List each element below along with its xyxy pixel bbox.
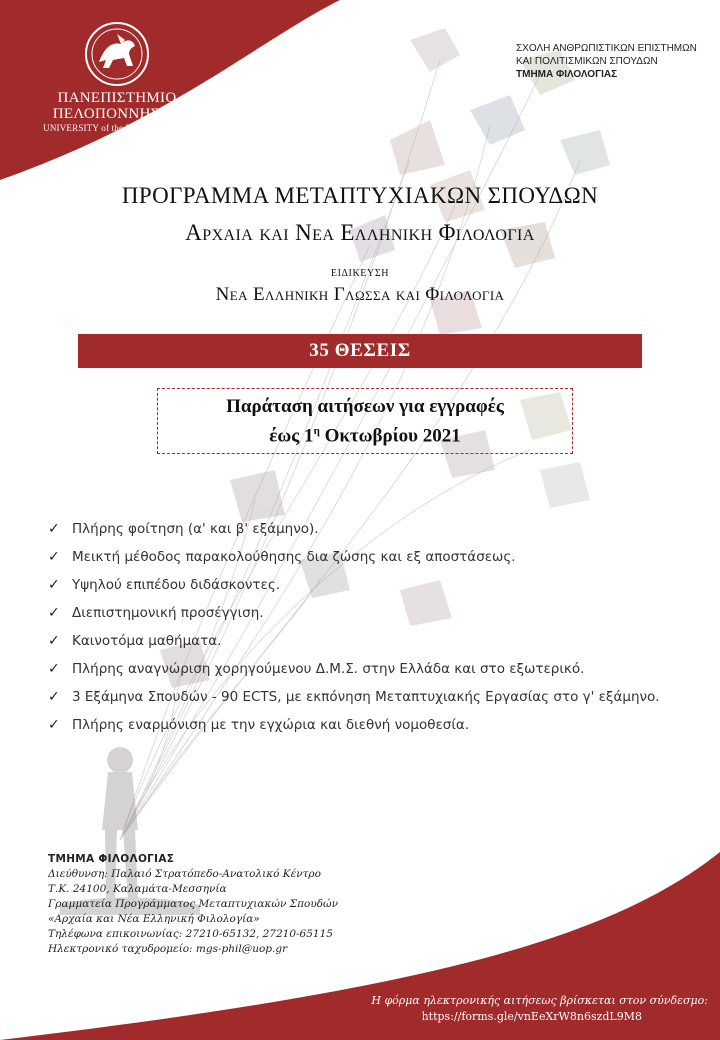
feature-text: Μεικτή μέθοδος παρακολούθησης δια ζώσης και εξ αποστάσεως. [72,549,516,565]
extension-date-superscript: η [313,425,320,437]
extension-line1: Παράταση αιτήσεων για εγγραφές [226,396,504,417]
specialization-label: ΕΙΔΙΚΕΥΣΗ [330,268,390,279]
contact-info [48,852,338,957]
feature-text: Πλήρης φοίτηση (α' και β' εξάμηνο). [72,521,319,537]
checkmark-icon: ✓ [48,661,60,677]
feature-text: Πλήρης εναρμόνιση με την εγχώρια και διεθνή νομοθεσία. [72,717,470,733]
list-item [48,632,688,651]
contact-secretariat: Γραμματεία Προγράμματος Μεταπτυχιακών Σπουδών [48,898,338,910]
form-link[interactable]: https://forms.gle/vnEeXrW8n6szdL9M8 [421,1010,642,1023]
extension-date-prefix: έως 1 [269,425,314,447]
checkmark-icon: ✓ [48,605,60,621]
checkmark-icon: ✓ [48,633,60,649]
contact-address: Διεύθυνση: Παλαιό Στρατόπεδο-Ανατολικό Κέντρο [48,868,321,880]
school-line1: ΣΧΟΛΗ ΑΝΘΡΩΠΙΣΤΙΚΩΝ ΕΠΙΣΤΗΜΩΝ [516,43,697,54]
specialization-title: Νεα Ελληνικη Γλωσσα και Φιλολογια [215,284,505,305]
form-text: Η φόρμα ηλεκτρονικής αιτήσεως βρίσκεται στον σύνδεσμο: [371,994,708,1007]
university-name-line2: ΠΕΛΟΠΟΝΝΗΣΟΥ [52,106,182,122]
feature-text: 3 Εξάμηνα Σπουδών - 90 ECTS, με εκπόνηση Μεταπτυχιακής Εργασίας στο γ' εξάμηνο. [72,689,660,705]
university-name-english: UNIVERSITY of the PELOPONNESE [43,123,191,133]
school-department: ΤΜΗΜΑ ΦΙΛΟΛΟΓΙΑΣ [516,69,618,80]
application-form-info [371,993,708,1025]
checkmark-icon: ✓ [48,577,60,593]
checkmark-icon: ✓ [48,717,60,733]
contact-program-name: «Αρχαία και Νέα Ελληνική Φιλολογία» [48,913,260,925]
university-emblem-icon [75,20,159,88]
extension-line2 [158,419,572,448]
contact-postal: Τ.Κ. 24100, Καλαμάτα-Μεσσηνία [48,883,227,895]
feature-text: Διεπιστημονική προσέγγιση. [72,605,264,621]
checkmark-icon: ✓ [48,689,60,705]
school-line2: ΚΑΙ ΠΟΛΙΤΙΣΜΙΚΩΝ ΣΠΟΥΔΩΝ [516,56,658,67]
extension-date-suffix: Οκτωβρίου 2021 [319,425,461,447]
feature-text: Πλήρης αναγνώριση χορηγούμενου Δ.Μ.Σ. στην Ελλάδα και στο εξωτερικό. [72,661,585,677]
list-item [48,688,688,707]
positions-banner: 35 ΘΕΣΕΙΣ [78,334,642,368]
list-item [48,548,688,567]
checkmark-icon: ✓ [48,549,60,565]
program-title: ΠΡΟΓΡΑΜΜΑ ΜΕΤΑΠΤΥΧΙΑΚΩΝ ΣΠΟΥΔΩΝ [121,183,599,208]
list-item [48,604,688,623]
features-list [48,520,688,744]
feature-text: Καινοτόμα μαθήματα. [72,633,222,649]
feature-text: Υψηλού επιπέδου διδάσκοντες. [72,577,281,593]
checkmark-icon: ✓ [48,521,60,537]
contact-email[interactable]: Ηλεκτρονικό ταχυδρομείο: mgs-phil@uop.gr [48,943,288,955]
contact-department: ΤΜΗΜΑ ΦΙΛΟΛΟΓΙΑΣ [48,853,175,865]
university-name-line1: ΠΑΝΕΠΙΣΤΗΜΙΟ [57,90,177,106]
list-item [48,520,688,539]
contact-phones: Τηλέφωνα επικοινωνίας: 27210-65132, 27210-65115 [48,928,333,940]
school-header [516,42,697,81]
extension-notice [157,388,573,454]
university-logo [42,20,192,134]
list-item [48,660,688,679]
list-item [48,576,688,595]
program-subtitle: Αρχαια και Νεα Ελληνικη Φιλολογια [185,220,535,245]
list-item [48,716,688,735]
